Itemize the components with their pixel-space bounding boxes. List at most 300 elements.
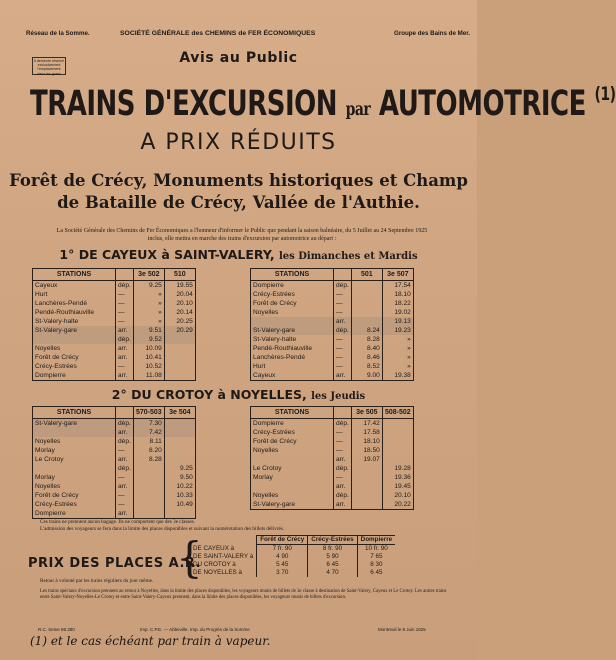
time-cell: 20.25	[164, 317, 195, 326]
time-cell: 19.36	[382, 473, 413, 482]
table-row	[33, 344, 196, 353]
station-cell: Crécy-Estrées	[33, 362, 116, 371]
time-cell	[133, 500, 164, 509]
station-cell: Noyelles	[251, 491, 334, 500]
time-cell	[351, 299, 382, 308]
section-2-days: les Jeudis	[311, 391, 366, 402]
dep-arr-cell: arr.	[116, 371, 134, 381]
time-cell	[164, 437, 195, 446]
column-header: STATIONS	[251, 407, 334, 419]
time-cell: 10.09	[133, 344, 164, 353]
table-row	[33, 437, 196, 446]
origin-cell: DE SAINT-VALERY à	[193, 553, 254, 560]
time-cell: »	[382, 344, 413, 353]
timetable	[32, 406, 196, 519]
time-cell: 9.25	[164, 464, 195, 473]
time-cell: 20.14	[164, 308, 195, 317]
table-row	[33, 473, 196, 482]
origin-cell: DU CROTOY à	[193, 561, 236, 568]
price-cell: 6 45	[357, 569, 395, 577]
column-header: STATIONS	[251, 269, 334, 281]
origin-cell: DE CAYEUX à	[193, 544, 235, 552]
time-cell: 20.22	[382, 500, 413, 510]
table-row	[33, 491, 196, 500]
station-cell: Crécy-Estrées	[251, 290, 334, 299]
dep-arr-cell: —	[116, 473, 134, 482]
section-2-num: 2° DU	[111, 387, 152, 402]
time-cell: »	[133, 299, 164, 308]
time-cell	[351, 491, 382, 500]
station-cell: Cayeux	[33, 281, 116, 291]
price-header-row	[190, 536, 395, 545]
time-cell	[133, 491, 164, 500]
dep-arr-cell: arr.	[116, 353, 134, 362]
dep-arr-cell: dép.	[334, 419, 352, 429]
time-cell: 18.22	[382, 299, 413, 308]
dep-arr-cell: dép.	[334, 326, 352, 335]
dep-arr-cell: arr.	[116, 455, 134, 464]
time-cell: 8.40	[351, 344, 382, 353]
time-cell	[133, 473, 164, 482]
time-cell: 19.07	[351, 455, 382, 464]
time-cell: 9.52	[133, 335, 164, 344]
notice-title: Avis au Public	[179, 50, 298, 66]
table-row	[251, 353, 414, 362]
table-row	[251, 362, 414, 371]
column-header: 3e 507	[382, 269, 413, 281]
dep-arr-cell: dép.	[116, 335, 134, 344]
time-cell	[164, 335, 195, 344]
table-row	[251, 500, 414, 510]
price-cell: 3 70	[257, 569, 308, 577]
time-cell: »	[382, 335, 413, 344]
dep-arr-cell: dép.	[334, 464, 352, 473]
time-cell: 19.55	[164, 281, 195, 291]
time-cell: 18.10	[382, 290, 413, 299]
table-row	[251, 299, 414, 308]
dep-arr-cell: dép.	[116, 464, 134, 473]
station-cell: Crécy-Estrées	[251, 428, 334, 437]
dep-arr-cell: —	[334, 353, 352, 362]
time-cell: 10.41	[133, 353, 164, 362]
dep-arr-cell: —	[334, 290, 352, 299]
time-cell: »	[133, 290, 164, 299]
time-cell	[351, 308, 382, 317]
table-row	[251, 428, 414, 437]
column-header	[116, 407, 134, 419]
origin-cell: DE NOYELLES à	[193, 569, 242, 576]
price-cell: 7 65	[357, 553, 395, 561]
timetable-2-left	[32, 406, 196, 519]
time-cell	[164, 353, 195, 362]
station-cell: Noyelles	[251, 446, 334, 455]
price-cell: 5 45	[257, 561, 308, 569]
return-note: Retour à volonté par les trains réguliers du jour même.	[40, 578, 154, 584]
time-cell: 17.54	[382, 281, 413, 291]
table-row	[251, 419, 414, 429]
footer-printer: Imp. C.P.E. — Abbeville. Imp. du Progrès de la Somme	[140, 627, 250, 632]
dep-arr-cell: arr.	[116, 482, 134, 491]
time-cell	[351, 482, 382, 491]
section-1-title: CAYEUX à SAINT-VALERY,	[102, 247, 275, 262]
station-cell: Dompierre	[33, 371, 116, 381]
station-cell: Hurt	[251, 362, 334, 371]
table-row	[251, 344, 414, 353]
time-cell	[351, 317, 382, 326]
price-cell: 8 30	[357, 561, 395, 569]
station-cell: Pendé-Routhiauville	[33, 308, 116, 317]
dep-arr-cell: arr.	[334, 317, 352, 326]
destinations-line-2: de Bataille de Crécy, Vallée de l'Authie.	[57, 193, 420, 212]
price-cell: 4 70	[308, 569, 357, 577]
dep-arr-cell: —	[116, 491, 134, 500]
table-row	[33, 308, 196, 317]
column-header: 3e 502	[133, 269, 164, 281]
price-cell: 10 fr. 90	[357, 545, 395, 554]
footer-registry: R.C. Seine 89.380	[38, 627, 75, 632]
station-cell: Hurt	[33, 290, 116, 299]
handwritten-footnote: (1) et le cas échéant par train à vapeur.	[30, 634, 271, 648]
table-row	[33, 500, 196, 509]
dep-arr-cell: —	[334, 344, 352, 353]
table-row	[33, 281, 196, 291]
footer-date: Montreuil le 8 Juin 1925	[378, 627, 426, 632]
station-cell	[33, 464, 116, 473]
column-header: 3e 504	[164, 407, 195, 419]
column-header: 501	[351, 269, 382, 281]
time-cell	[351, 464, 382, 473]
price-corner	[190, 536, 257, 545]
time-cell	[351, 473, 382, 482]
dep-arr-cell: —	[334, 362, 352, 371]
table-row	[33, 482, 196, 491]
time-cell: 9.00	[351, 371, 382, 381]
dep-arr-cell: —	[334, 473, 352, 482]
column-header: STATIONS	[33, 269, 116, 281]
price-cell: 5 90	[308, 553, 357, 561]
time-cell: 9.51	[133, 326, 164, 335]
section-2-heading	[0, 387, 477, 402]
price-column-header: Dompierre	[357, 536, 395, 545]
time-cell: 8.11	[133, 437, 164, 446]
time-cell	[164, 344, 195, 353]
time-cell: 8.28	[133, 455, 164, 464]
price-row	[190, 569, 395, 577]
dep-arr-cell: dép.	[116, 437, 134, 446]
station-cell	[251, 317, 334, 326]
time-cell: 20.10	[164, 299, 195, 308]
station-cell: Forêt de Crécy	[251, 437, 334, 446]
main-title-par: par	[345, 98, 371, 121]
time-cell: 20.29	[164, 326, 195, 335]
destinations-line-1: Forêt de Crécy, Monuments historiques et Champ	[9, 171, 468, 190]
time-cell: 10.22	[164, 482, 195, 491]
reserved-stamp: Il demeure réservé exclusivement l'emplacement dans les gares	[32, 57, 66, 75]
price-cell: 8 fr. 90	[308, 545, 357, 554]
table-row	[251, 317, 414, 326]
time-cell: 9.25	[133, 281, 164, 291]
table-row	[251, 371, 414, 381]
dep-arr-cell: —	[334, 446, 352, 455]
column-header: 508-502	[382, 407, 413, 419]
brace-glyph: {	[176, 533, 203, 582]
time-cell: »	[133, 317, 164, 326]
time-cell	[382, 419, 413, 429]
station-cell: Morlay	[33, 473, 116, 482]
table-row	[251, 473, 414, 482]
section-1-heading	[0, 247, 477, 262]
time-cell	[164, 446, 195, 455]
intro-paragraph: La Société Générale des Chemins de Fer Économiques a l'honneur d'informer le Public que pendant la saison balnéaire, du 5 Juillet au 24 Septembre 1925 inclus, elle mettra en marche des trains d'excursion par automotrice au départ :	[56, 228, 428, 242]
time-cell: 19.02	[382, 308, 413, 317]
time-cell: 10.52	[133, 362, 164, 371]
station-cell: Dompierre	[33, 509, 116, 519]
time-cell: 17.58	[351, 428, 382, 437]
time-cell: 20.04	[164, 290, 195, 299]
time-cell	[164, 428, 195, 437]
header-network: Réseau de la Somme.	[26, 30, 90, 37]
table-row	[251, 455, 414, 464]
time-cell: 17.42	[351, 419, 382, 429]
table-row	[251, 290, 414, 299]
station-cell: St-Valery-gare	[251, 326, 334, 335]
timetable-2-right	[250, 406, 414, 510]
price-row	[190, 553, 395, 561]
table-row	[33, 362, 196, 371]
price-table	[190, 535, 395, 577]
table-row	[33, 455, 196, 464]
station-cell: Forêt de Crécy	[33, 353, 116, 362]
dep-arr-cell: —	[116, 446, 134, 455]
station-cell: Forêt de Crécy	[33, 491, 116, 500]
station-cell: St-Valery-gare	[33, 419, 116, 429]
station-cell	[251, 482, 334, 491]
table-row	[251, 482, 414, 491]
station-cell: Le Crotoy	[33, 455, 116, 464]
column-header: 510	[164, 269, 195, 281]
table-row	[251, 281, 414, 291]
time-cell: 8.28	[351, 335, 382, 344]
time-cell: 19.28	[382, 464, 413, 473]
time-cell	[382, 437, 413, 446]
dep-arr-cell: —	[334, 437, 352, 446]
table-row	[251, 464, 414, 473]
table-row	[33, 353, 196, 362]
dep-arr-cell: —	[334, 428, 352, 437]
dep-arr-cell: dép.	[334, 491, 352, 500]
table-row	[251, 437, 414, 446]
time-cell: 18.50	[351, 446, 382, 455]
table-row	[33, 290, 196, 299]
table-row	[251, 491, 414, 500]
main-title	[30, 84, 616, 125]
timetable-header-row	[33, 269, 196, 281]
station-cell: Noyelles	[33, 344, 116, 353]
station-cell: Dompierre	[251, 281, 334, 291]
station-cell	[33, 335, 116, 344]
price-grid	[190, 535, 395, 577]
time-cell	[382, 428, 413, 437]
table-row	[33, 419, 196, 429]
main-title-footnote-mark: (1)	[594, 84, 616, 106]
dep-arr-cell: —	[334, 308, 352, 317]
dep-arr-cell: arr.	[116, 326, 134, 335]
price-cell: 6 45	[308, 561, 357, 569]
column-header: STATIONS	[33, 407, 116, 419]
timetable-header-row	[33, 407, 196, 419]
section-2-title: CROTOY à NOYELLES,	[155, 387, 307, 402]
table-row	[33, 509, 196, 519]
station-cell: Morlay	[33, 446, 116, 455]
time-cell: 8.20	[133, 446, 164, 455]
time-cell: 10.33	[164, 491, 195, 500]
timetable	[32, 268, 196, 381]
time-cell	[164, 362, 195, 371]
time-cell	[133, 482, 164, 491]
time-cell: 7.30	[133, 419, 164, 429]
dep-arr-cell: dép.	[334, 281, 352, 291]
station-cell	[251, 455, 334, 464]
dep-arr-cell: arr.	[334, 500, 352, 510]
prices-title: PRIX DES PLACES A.R.	[28, 556, 202, 571]
column-header: 570-503	[133, 407, 164, 419]
dep-arr-cell: arr.	[334, 371, 352, 381]
time-cell	[382, 455, 413, 464]
time-cell: 19.23	[382, 326, 413, 335]
dep-arr-cell: —	[334, 299, 352, 308]
station-cell: Crécy-Estrées	[33, 500, 116, 509]
station-cell: St-Valery-halte	[251, 335, 334, 344]
column-header	[334, 407, 352, 419]
dep-arr-cell: —	[334, 335, 352, 344]
column-header	[334, 269, 352, 281]
station-cell: St-Valery-gare	[33, 326, 116, 335]
price-cell: 4 90	[257, 553, 308, 561]
table-row	[33, 299, 196, 308]
timetable-1-left	[32, 268, 196, 381]
station-cell: Le Crotoy	[251, 464, 334, 473]
dep-arr-cell: arr.	[334, 455, 352, 464]
table-row	[33, 371, 196, 381]
reduced-prices-heading: A PRIX RÉDUITS	[140, 130, 337, 155]
time-cell	[351, 281, 382, 291]
dep-arr-cell: —	[116, 317, 134, 326]
time-cell	[164, 419, 195, 429]
station-cell: Morlay	[251, 473, 334, 482]
station-cell: Noyelles	[251, 308, 334, 317]
time-cell: 8.46	[351, 353, 382, 362]
dep-arr-cell: dép.	[116, 281, 134, 291]
main-title-part1: TRAINS D'EXCURSION	[30, 84, 337, 125]
time-cell: 18.10	[351, 437, 382, 446]
station-cell: Forêt de Crécy	[251, 299, 334, 308]
table-row	[33, 317, 196, 326]
time-cell	[164, 371, 195, 381]
station-cell: St-Valery-gare	[251, 500, 334, 510]
time-cell	[351, 500, 382, 510]
section-1-num: 1° DE	[59, 247, 98, 262]
price-row	[190, 545, 395, 554]
price-cell: 7 fr. 90	[257, 545, 308, 554]
time-cell: 19.38	[382, 371, 413, 381]
dep-arr-cell: arr.	[116, 509, 134, 519]
timetable-1-right	[250, 268, 414, 381]
table-row	[33, 464, 196, 473]
timetable	[250, 268, 414, 381]
header-company: SOCIÉTÉ GÉNÉRALE des CHEMINS de FER ÉCONOMIQUES	[120, 30, 316, 37]
dep-arr-cell: —	[116, 299, 134, 308]
station-cell: Dompierre	[251, 419, 334, 429]
price-row	[190, 561, 395, 569]
time-cell: 7.42	[133, 428, 164, 437]
station-cell: St-Valery-halte	[33, 317, 116, 326]
station-cell: Pendé-Routhiauville	[251, 344, 334, 353]
dep-arr-cell: arr.	[334, 482, 352, 491]
time-cell: »	[382, 362, 413, 371]
dep-arr-cell: —	[116, 362, 134, 371]
dep-arr-cell: —	[116, 500, 134, 509]
table-row	[33, 335, 196, 344]
column-header	[116, 269, 134, 281]
section-1-days: les Dimanches et Mardis	[278, 251, 418, 262]
table-row	[33, 446, 196, 455]
timetable-header-row	[251, 269, 414, 281]
dep-arr-cell: —	[116, 290, 134, 299]
main-title-part2: AUTOMOTRICE	[378, 84, 586, 125]
station-cell	[33, 428, 116, 437]
time-cell: 20.10	[382, 491, 413, 500]
time-cell: 19.13	[382, 317, 413, 326]
price-column-header: Forêt de Crécy	[257, 536, 308, 545]
station-cell: Lanchères-Pendé	[33, 299, 116, 308]
time-cell	[133, 509, 164, 519]
station-cell: Cayeux	[251, 371, 334, 381]
time-cell	[164, 455, 195, 464]
time-cell	[133, 464, 164, 473]
time-cell: 19.45	[382, 482, 413, 491]
table-row	[33, 428, 196, 437]
time-cell: »	[133, 308, 164, 317]
time-cell: 11.08	[133, 371, 164, 381]
timetable-header-row	[251, 407, 414, 419]
table-row	[33, 326, 196, 335]
dep-arr-cell: arr.	[116, 428, 134, 437]
dep-arr-cell: dép.	[116, 419, 134, 429]
table-row	[251, 308, 414, 317]
time-cell: 10.49	[164, 500, 195, 509]
time-cell: 8.52	[351, 362, 382, 371]
dep-arr-cell: arr.	[116, 344, 134, 353]
time-cell	[382, 446, 413, 455]
column-header: 3e 505	[351, 407, 382, 419]
header-group: Groupe des Bains de Mer.	[394, 30, 470, 37]
bottom-notes: Les trains spéciaux d'excursion prennent au retour à Noyelles, dans la limite des places disponibles, les voyageurs munis de billets de 3e classe à destination de Saint-Valery, Cayeux et Le Crotoy. Les autres trains entre Saint-Valery-Noyelles-Le Crotoy et entre Saint-Valery-Cayeux prennent, dans la limite des places disponibles, les voyageurs munis de billets d'excursion.	[40, 589, 447, 600]
station-cell: Lanchères-Pendé	[251, 353, 334, 362]
table-row	[251, 446, 414, 455]
time-cell: 9.50	[164, 473, 195, 482]
station-cell: Noyelles	[33, 482, 116, 491]
admission-note: L'admission des voyageurs se fera dans la limite des places disponibles et suivant la numérotation des billets délivrés.	[40, 526, 285, 532]
station-cell: Noyelles	[33, 437, 116, 446]
price-column-header: Crécy-Estrées	[308, 536, 357, 545]
luggage-note: Ces trains ne prennent aucun bagage. Ils ne comportent que des 3e classes.	[40, 519, 195, 525]
time-cell	[164, 509, 195, 519]
time-cell: 8.24	[351, 326, 382, 335]
table-row	[251, 326, 414, 335]
dep-arr-cell: —	[116, 308, 134, 317]
timetable	[250, 406, 414, 510]
time-cell	[351, 290, 382, 299]
